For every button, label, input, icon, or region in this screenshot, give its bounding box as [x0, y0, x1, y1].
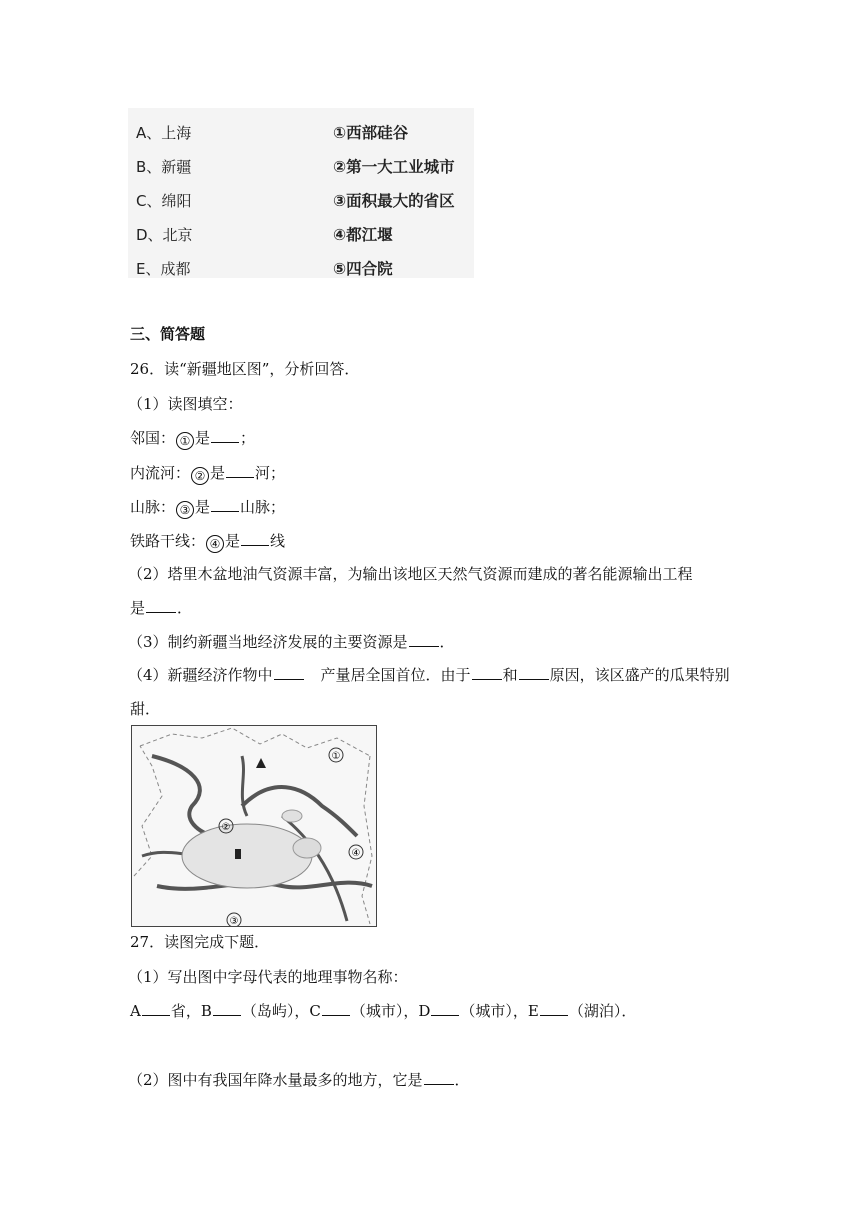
- map-drawing: [132, 726, 376, 926]
- line-text: ；: [240, 429, 256, 447]
- matching-left-item: C、绵阳: [136, 192, 192, 210]
- answer-blank[interactable]: [472, 665, 502, 680]
- line-text: ．: [177, 599, 193, 617]
- matching-left-item: A、上海: [136, 124, 192, 142]
- line-text: 是: [210, 464, 226, 482]
- section-title: 三、简答题: [130, 325, 206, 343]
- map-label-1: ①: [331, 751, 341, 762]
- question-26-part2-cont: [130, 597, 192, 619]
- matching-right-column: [333, 116, 455, 286]
- border-line: [362, 756, 372, 924]
- question-27-fill-line: [130, 1000, 636, 1022]
- river-line: [152, 756, 222, 838]
- line-label: 山脉：: [130, 498, 176, 516]
- line-text: （岛屿），C: [241, 1002, 321, 1020]
- circled-number: ②: [191, 467, 209, 485]
- line-text: 是: [130, 599, 146, 617]
- city-marker-icon: [256, 758, 266, 768]
- line-label: 铁路干线：: [130, 532, 206, 550]
- line-text: 是: [195, 429, 211, 447]
- circled-number: ③: [176, 501, 194, 519]
- answer-blank[interactable]: [241, 531, 269, 546]
- circled-number: ①: [176, 432, 194, 450]
- answer-blank[interactable]: [146, 598, 176, 613]
- question-26-part4: [128, 664, 730, 686]
- matching-right-item: ⑤四合院: [333, 260, 393, 278]
- matching-right-item: ②第一大工业城市: [333, 158, 455, 176]
- answer-blank[interactable]: [211, 497, 239, 512]
- answer-blank[interactable]: [226, 463, 254, 478]
- fill-line-mountain: [130, 496, 285, 519]
- fill-line-railway: [130, 530, 285, 553]
- dotted-area: [293, 838, 321, 858]
- answer-blank[interactable]: [431, 1001, 459, 1016]
- answer-blank[interactable]: [274, 665, 304, 680]
- matching-right-item: ④都江堰: [333, 226, 393, 244]
- line-text: （4）新疆经济作物中: [128, 666, 273, 684]
- line-text: （3）制约新疆当地经济发展的主要资源是: [128, 633, 408, 651]
- answer-blank[interactable]: [519, 665, 549, 680]
- line-label: 内流河：: [130, 464, 191, 482]
- matching-right-item: ①西部硅谷: [333, 124, 409, 142]
- tarim-basin: [182, 824, 312, 888]
- line-text: 河；: [255, 464, 286, 482]
- answer-blank[interactable]: [424, 1070, 454, 1085]
- answer-blank[interactable]: [322, 1001, 350, 1016]
- matching-table-image: [128, 108, 474, 278]
- line-text: 是: [195, 498, 211, 516]
- answer-blank[interactable]: [211, 428, 239, 443]
- map-label-3: ③: [229, 916, 239, 926]
- map-label-2: ②: [221, 822, 231, 833]
- question-27-part1: （1）写出图中字母代表的地理事物名称：: [128, 968, 408, 986]
- question-27-stem: 27．读图完成下题．: [130, 933, 270, 951]
- line-text: 山脉；: [240, 498, 286, 516]
- dotted-area: [282, 810, 302, 822]
- line-text: （2）图中有我国年降水量最多的地方，它是: [128, 1071, 423, 1089]
- line-label: 邻国：: [130, 429, 176, 447]
- line-text: ．: [454, 1071, 470, 1089]
- xinjiang-map: [131, 725, 377, 927]
- line-text: ．: [439, 633, 455, 651]
- answer-blank[interactable]: [213, 1001, 241, 1016]
- line-text: 省，B: [170, 1002, 212, 1020]
- answer-blank[interactable]: [540, 1001, 568, 1016]
- line-text: 原因，该区盛产的瓜果特别: [549, 666, 730, 684]
- question-26-part2: （2）塔里木盆地油气资源丰富，为输出该地区天然气资源而建成的著名能源输出工程: [128, 565, 693, 583]
- matching-left-item: B、新疆: [136, 158, 192, 176]
- fill-line-neighbor: [130, 427, 255, 450]
- line-text: 和: [502, 666, 518, 684]
- line-text: （城市），E: [460, 1002, 539, 1020]
- line-text: 是: [225, 532, 241, 550]
- circled-number: ④: [206, 535, 224, 553]
- fill-line-river: [130, 462, 285, 485]
- answer-blank[interactable]: [409, 632, 439, 647]
- matching-left-item: E、成都: [136, 260, 191, 278]
- river-line: [242, 756, 247, 816]
- answer-blank[interactable]: [142, 1001, 170, 1016]
- question-26-part1: （1）读图填空：: [128, 395, 243, 413]
- city-marker-icon: [235, 849, 241, 859]
- line-text: 线: [270, 532, 286, 550]
- question-27-part2: [128, 1069, 470, 1091]
- map-label-4: ④: [351, 848, 361, 859]
- line-text: （城市），D: [350, 1002, 431, 1020]
- question-26-part3: [128, 631, 455, 653]
- matching-left-column: [136, 116, 193, 286]
- border-line: [134, 746, 162, 876]
- line-text: （湖泊）．: [568, 1002, 637, 1020]
- matching-left-item: D、北京: [136, 226, 193, 244]
- line-text: 产量居全国首位．由于: [320, 666, 471, 684]
- question-26-part4-cont: 甜．: [130, 700, 161, 718]
- question-26-stem: 26．读“新疆地区图”，分析回答．: [130, 360, 360, 378]
- line-text: A: [130, 1002, 141, 1020]
- matching-right-item: ③面积最大的省区: [333, 192, 455, 210]
